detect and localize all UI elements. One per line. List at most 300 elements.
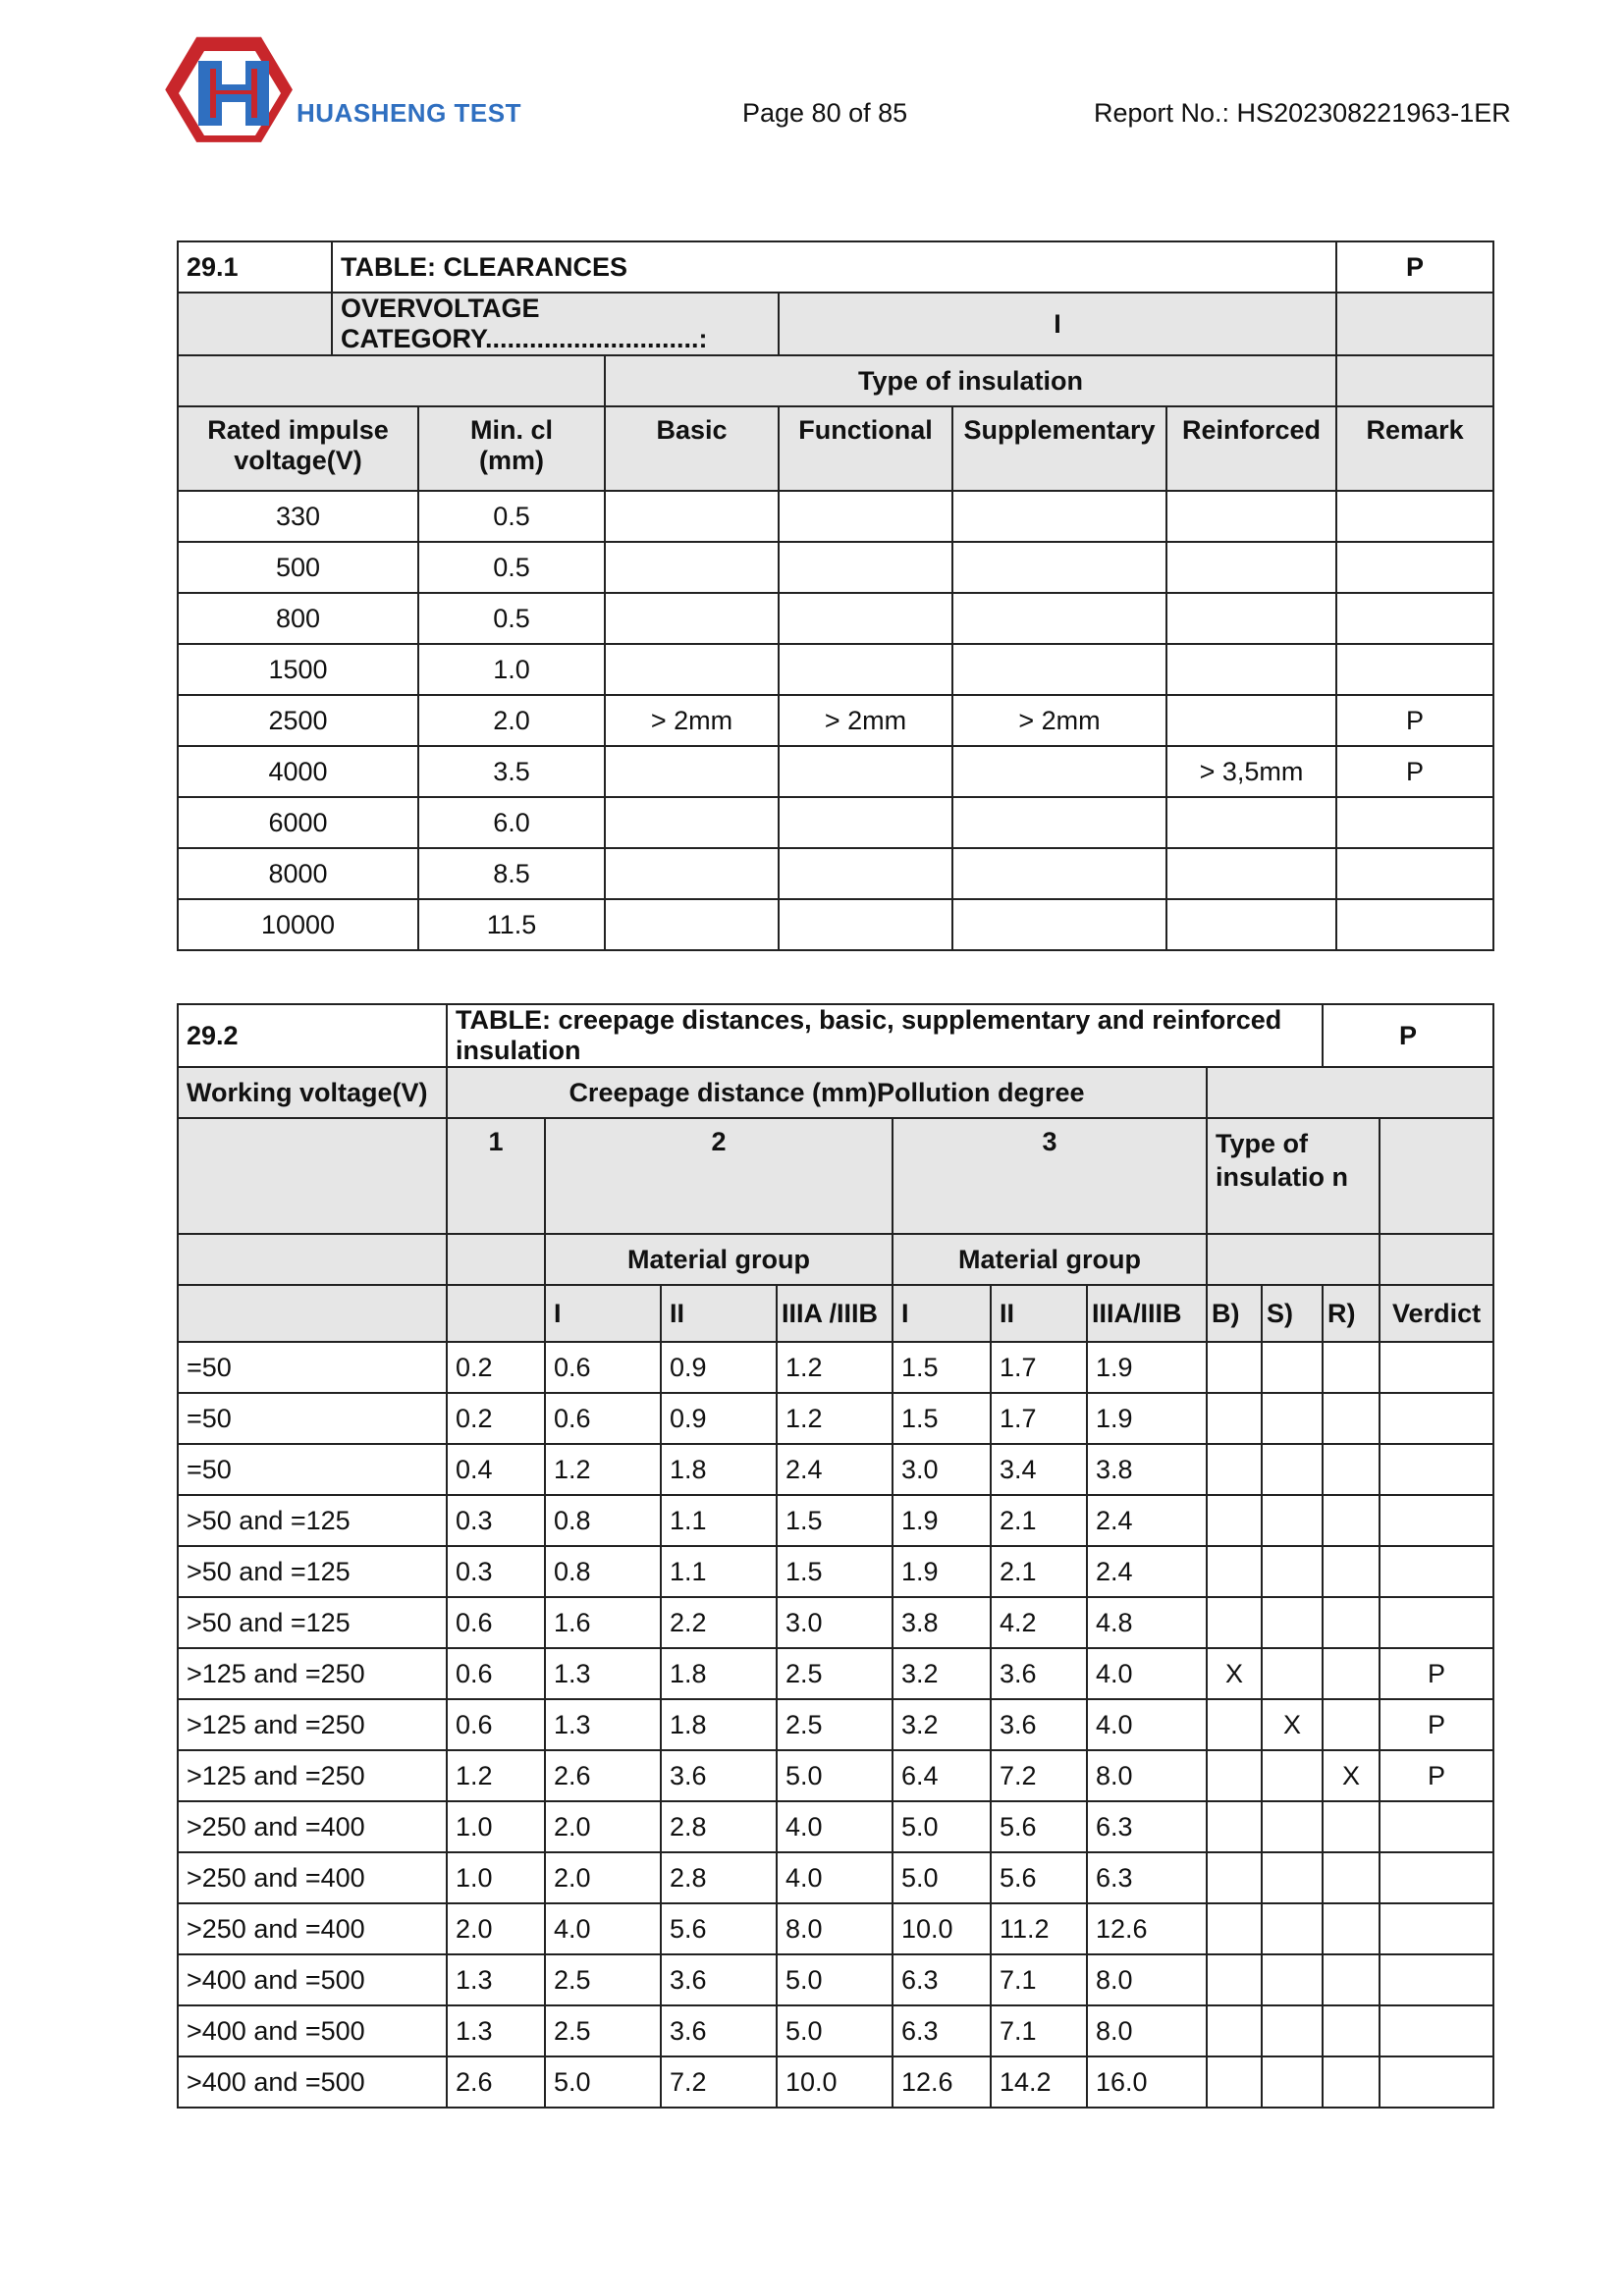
cell-remark: P	[1336, 695, 1493, 746]
table-row	[178, 695, 1493, 746]
cell-reinforced	[1323, 1699, 1380, 1750]
cell-pd3-i: 12.6	[893, 2056, 991, 2108]
cell-pd2-i: 4.0	[545, 1903, 661, 1954]
table-row	[178, 797, 1493, 848]
cell-reinforced: X	[1323, 1750, 1380, 1801]
table-row	[178, 2005, 1493, 2056]
cell-pd3-ii: 14.2	[991, 2056, 1087, 2108]
cell-reinforced	[1166, 542, 1336, 593]
cell-pd2-ii: 2.8	[661, 1801, 777, 1852]
cell-pd3-ii: 5.6	[991, 1852, 1087, 1903]
cell-functional	[779, 644, 952, 695]
creepage-table	[177, 1003, 1494, 2109]
cell-working-voltage: >400 and =500	[178, 1954, 447, 2005]
cell-pd2-i: 2.0	[545, 1852, 661, 1903]
cell-pd3-iiia: 6.3	[1087, 1852, 1207, 1903]
cell-min-clearance: 0.5	[418, 593, 605, 644]
cell-supplementary	[952, 644, 1166, 695]
cell-supplementary	[1262, 1852, 1323, 1903]
cell-reinforced	[1166, 695, 1336, 746]
sub-header-reinforced: R)	[1323, 1285, 1380, 1342]
cell-pd2-ii: 0.9	[661, 1342, 777, 1393]
empty-cell	[1336, 355, 1493, 406]
cell-pd3-iiia: 1.9	[1087, 1393, 1207, 1444]
cell-reinforced	[1166, 644, 1336, 695]
cell-working-voltage: >50 and =125	[178, 1597, 447, 1648]
cell-min-clearance: 2.0	[418, 695, 605, 746]
type-of-insulation-header: Type of insulation	[605, 355, 1336, 406]
cell-rated-voltage: 1500	[178, 644, 418, 695]
col-rated-impulse-line1: Rated impulse	[207, 415, 389, 445]
cell-pd1: 0.6	[447, 1648, 545, 1699]
cell-pd2-i: 1.3	[545, 1699, 661, 1750]
cell-pd3-i: 5.0	[893, 1852, 991, 1903]
empty-cell	[178, 355, 605, 406]
cell-pd3-ii: 4.2	[991, 1597, 1087, 1648]
cell-pd1: 0.2	[447, 1342, 545, 1393]
cell-reinforced	[1323, 1597, 1380, 1648]
cell-pd3-iiia: 1.9	[1087, 1342, 1207, 1393]
col-supplementary: Supplementary	[952, 406, 1166, 491]
empty-cell	[1207, 1234, 1380, 1285]
col-reinforced: Reinforced	[1166, 406, 1336, 491]
table-row	[178, 1444, 1493, 1495]
cell-basic	[605, 746, 779, 797]
sub-header-pd2-iiia: IIIA /IIIB	[777, 1285, 893, 1342]
cell-pd2-i: 2.5	[545, 1954, 661, 2005]
table-row	[178, 593, 1493, 644]
cell-pd2-iiia: 2.5	[777, 1648, 893, 1699]
pollution-degree-2: 2	[545, 1118, 893, 1234]
cell-basic	[605, 593, 779, 644]
company-name: HUASHENG TEST	[297, 98, 521, 128]
cell-min-clearance: 0.5	[418, 491, 605, 542]
cell-verdict	[1380, 1903, 1493, 1954]
cell-remark	[1336, 797, 1493, 848]
cell-rated-voltage: 500	[178, 542, 418, 593]
table-row	[178, 1597, 1493, 1648]
cell-reinforced	[1166, 848, 1336, 899]
cell-reinforced	[1323, 1801, 1380, 1852]
cell-working-voltage: >400 and =500	[178, 2005, 447, 2056]
cell-pd1: 2.6	[447, 2056, 545, 2108]
cell-min-clearance: 0.5	[418, 542, 605, 593]
pollution-degree-1: 1	[447, 1118, 545, 1234]
cell-pd2-i: 0.8	[545, 1495, 661, 1546]
cell-verdict: P	[1380, 1699, 1493, 1750]
cell-basic	[605, 797, 779, 848]
cell-basic	[1207, 1750, 1262, 1801]
cell-pd3-iiia: 4.0	[1087, 1648, 1207, 1699]
cell-rated-voltage: 4000	[178, 746, 418, 797]
cell-pd3-iiia: 8.0	[1087, 2005, 1207, 2056]
cell-basic	[1207, 1444, 1262, 1495]
cell-rated-voltage: 330	[178, 491, 418, 542]
cell-pd3-i: 1.9	[893, 1495, 991, 1546]
cell-supplementary	[1262, 1495, 1323, 1546]
cell-supplementary	[1262, 1444, 1323, 1495]
cell-reinforced	[1323, 1852, 1380, 1903]
cell-basic	[605, 848, 779, 899]
cell-reinforced	[1323, 2005, 1380, 2056]
cell-verdict	[1380, 1393, 1493, 1444]
sub-header-pd2-i: I	[545, 1285, 661, 1342]
overvoltage-category-label: OVERVOLTAGE CATEGORY.............................:	[332, 293, 779, 355]
cell-pd2-iiia: 8.0	[777, 1903, 893, 1954]
section-number: 29.2	[178, 1004, 447, 1067]
cell-basic	[605, 899, 779, 950]
cell-pd3-iiia: 2.4	[1087, 1546, 1207, 1597]
cell-pd1: 0.3	[447, 1546, 545, 1597]
cell-verdict	[1380, 1801, 1493, 1852]
cell-pd3-i: 3.8	[893, 1597, 991, 1648]
page-number: Page 80 of 85	[742, 98, 908, 128]
cell-rated-voltage: 8000	[178, 848, 418, 899]
cell-basic: > 2mm	[605, 695, 779, 746]
cell-pd3-i: 3.2	[893, 1699, 991, 1750]
cell-supplementary	[1262, 1954, 1323, 2005]
table-row	[178, 491, 1493, 542]
cell-pd2-iiia: 3.0	[777, 1597, 893, 1648]
creepage-header: Creepage distance (mm)Pollution degree	[447, 1067, 1207, 1118]
cell-functional: > 2mm	[779, 695, 952, 746]
cell-basic	[1207, 1342, 1262, 1393]
cell-pd2-iiia: 5.0	[777, 1954, 893, 2005]
col-rated-impulse	[178, 406, 418, 491]
cell-pd2-i: 0.6	[545, 1342, 661, 1393]
cell-pd3-iiia: 3.8	[1087, 1444, 1207, 1495]
cell-remark: P	[1336, 746, 1493, 797]
cell-supplementary	[952, 899, 1166, 950]
cell-pd2-i: 2.6	[545, 1750, 661, 1801]
table-row	[178, 2056, 1493, 2108]
table-row	[178, 1954, 1493, 2005]
empty-cell	[178, 293, 332, 355]
cell-verdict	[1380, 1852, 1493, 1903]
cell-pd2-ii: 5.6	[661, 1903, 777, 1954]
cell-pd2-i: 1.6	[545, 1597, 661, 1648]
cell-supplementary	[1262, 1801, 1323, 1852]
cell-reinforced	[1323, 1546, 1380, 1597]
cell-pd2-i: 0.6	[545, 1393, 661, 1444]
cell-working-voltage: >400 and =500	[178, 2056, 447, 2108]
col-working-voltage: Working voltage(V)	[178, 1067, 447, 1118]
cell-verdict	[1380, 1495, 1493, 1546]
cell-functional	[779, 797, 952, 848]
cell-basic	[605, 542, 779, 593]
cell-reinforced: > 3,5mm	[1166, 746, 1336, 797]
cell-pd3-i: 5.0	[893, 1801, 991, 1852]
cell-pd2-iiia: 4.0	[777, 1801, 893, 1852]
cell-reinforced	[1323, 1954, 1380, 2005]
cell-pd2-ii: 2.2	[661, 1597, 777, 1648]
cell-remark	[1336, 644, 1493, 695]
cell-pd3-ii: 7.1	[991, 1954, 1087, 2005]
cell-reinforced	[1323, 2056, 1380, 2108]
cell-basic	[1207, 1393, 1262, 1444]
cell-reinforced	[1166, 491, 1336, 542]
cell-basic	[1207, 1495, 1262, 1546]
col-functional: Functional	[779, 406, 952, 491]
cell-pd1: 0.6	[447, 1699, 545, 1750]
cell-remark	[1336, 593, 1493, 644]
col-min-clearance-line2: (mm)	[479, 446, 544, 475]
cell-pd3-i: 3.0	[893, 1444, 991, 1495]
table-row	[178, 1699, 1493, 1750]
cell-pd2-ii: 3.6	[661, 2005, 777, 2056]
cell-pd2-iiia: 10.0	[777, 2056, 893, 2108]
cell-pd3-i: 10.0	[893, 1903, 991, 1954]
sub-header-basic: B)	[1207, 1285, 1262, 1342]
cell-pd3-i: 6.4	[893, 1750, 991, 1801]
cell-pd3-i: 3.2	[893, 1648, 991, 1699]
table-row	[178, 746, 1493, 797]
cell-functional	[779, 593, 952, 644]
table-row	[178, 1852, 1493, 1903]
table-row	[178, 899, 1493, 950]
cell-supplementary: > 2mm	[952, 695, 1166, 746]
pollution-degree-3: 3	[893, 1118, 1207, 1234]
cell-pd2-i: 2.0	[545, 1801, 661, 1852]
cell-pd2-i: 1.3	[545, 1648, 661, 1699]
cell-pd2-ii: 3.6	[661, 1954, 777, 2005]
sub-header-pd3-i: I	[893, 1285, 991, 1342]
cell-min-clearance: 1.0	[418, 644, 605, 695]
cell-verdict	[1380, 1342, 1493, 1393]
table-row	[178, 848, 1493, 899]
cell-pd1: 1.3	[447, 2005, 545, 2056]
sub-header-supplementary: S)	[1262, 1285, 1323, 1342]
cell-pd2-i: 0.8	[545, 1546, 661, 1597]
cell-supplementary	[952, 542, 1166, 593]
cell-supplementary	[952, 848, 1166, 899]
cell-pd3-ii: 3.6	[991, 1699, 1087, 1750]
cell-pd3-ii: 7.2	[991, 1750, 1087, 1801]
col-basic: Basic	[605, 406, 779, 491]
cell-working-voltage: >125 and =250	[178, 1750, 447, 1801]
table-row	[178, 542, 1493, 593]
cell-pd1: 1.0	[447, 1801, 545, 1852]
table-verdict: P	[1336, 241, 1493, 293]
cell-supplementary: X	[1262, 1699, 1323, 1750]
cell-working-voltage: =50	[178, 1342, 447, 1393]
cell-pd3-i: 6.3	[893, 2005, 991, 2056]
cell-pd3-ii: 11.2	[991, 1903, 1087, 1954]
cell-reinforced	[1166, 797, 1336, 848]
cell-supplementary	[1262, 1597, 1323, 1648]
cell-reinforced	[1166, 593, 1336, 644]
cell-verdict	[1380, 2056, 1493, 2108]
cell-working-voltage: >125 and =250	[178, 1699, 447, 1750]
cell-working-voltage: >250 and =400	[178, 1801, 447, 1852]
cell-remark	[1336, 899, 1493, 950]
cell-pd3-iiia: 8.0	[1087, 1954, 1207, 2005]
cell-pd1: 0.6	[447, 1597, 545, 1648]
cell-reinforced	[1323, 1342, 1380, 1393]
cell-pd2-ii: 0.9	[661, 1393, 777, 1444]
cell-remark	[1336, 848, 1493, 899]
cell-min-clearance: 3.5	[418, 746, 605, 797]
cell-min-clearance: 8.5	[418, 848, 605, 899]
cell-supplementary	[1262, 1393, 1323, 1444]
empty-cell	[1336, 293, 1493, 355]
cell-pd1: 0.4	[447, 1444, 545, 1495]
table-row	[178, 1801, 1493, 1852]
cell-pd1: 0.3	[447, 1495, 545, 1546]
cell-min-clearance: 6.0	[418, 797, 605, 848]
table-title: TABLE: CLEARANCES	[332, 241, 1336, 293]
cell-pd3-i: 1.5	[893, 1393, 991, 1444]
table-title: TABLE: creepage distances, basic, supplementary and reinforced insulation	[447, 1004, 1323, 1067]
cell-pd2-iiia: 5.0	[777, 1750, 893, 1801]
cell-pd2-ii: 1.8	[661, 1648, 777, 1699]
cell-verdict	[1380, 1954, 1493, 2005]
cell-pd1: 1.0	[447, 1852, 545, 1903]
cell-basic	[605, 644, 779, 695]
table-row	[178, 1750, 1493, 1801]
huasheng-logo-icon	[165, 33, 302, 153]
cell-basic	[1207, 1903, 1262, 1954]
table-row	[178, 644, 1493, 695]
col-min-clearance-line1: Min. cl	[469, 415, 553, 445]
cell-pd3-iiia: 4.8	[1087, 1597, 1207, 1648]
cell-working-voltage: >250 and =400	[178, 1903, 447, 1954]
cell-pd2-ii: 2.8	[661, 1852, 777, 1903]
cell-pd2-iiia: 2.5	[777, 1699, 893, 1750]
table-row	[178, 1342, 1493, 1393]
cell-supplementary	[952, 593, 1166, 644]
cell-pd3-iiia: 6.3	[1087, 1801, 1207, 1852]
cell-pd3-iiia: 2.4	[1087, 1495, 1207, 1546]
cell-pd3-iiia: 12.6	[1087, 1903, 1207, 1954]
cell-functional	[779, 848, 952, 899]
cell-reinforced	[1323, 1444, 1380, 1495]
cell-remark	[1336, 491, 1493, 542]
cell-pd2-iiia: 1.2	[777, 1342, 893, 1393]
cell-pd3-i: 1.5	[893, 1342, 991, 1393]
cell-working-voltage: >50 and =125	[178, 1546, 447, 1597]
cell-pd2-iiia: 2.4	[777, 1444, 893, 1495]
cell-working-voltage: =50	[178, 1444, 447, 1495]
cell-pd2-ii: 7.2	[661, 2056, 777, 2108]
table-verdict: P	[1323, 1004, 1493, 1067]
cell-supplementary	[1262, 1903, 1323, 1954]
cell-pd2-i: 5.0	[545, 2056, 661, 2108]
cell-pd1: 1.2	[447, 1750, 545, 1801]
col-remark: Remark	[1336, 406, 1493, 491]
cell-basic	[605, 491, 779, 542]
cell-basic	[1207, 2056, 1262, 2108]
cell-pd2-ii: 3.6	[661, 1750, 777, 1801]
cell-supplementary	[1262, 1546, 1323, 1597]
cell-pd2-ii: 1.8	[661, 1699, 777, 1750]
cell-pd3-ii: 3.6	[991, 1648, 1087, 1699]
cell-pd3-ii: 2.1	[991, 1546, 1087, 1597]
sub-header-pd3-iiia: IIIA/IIIB	[1087, 1285, 1207, 1342]
cell-working-voltage: >125 and =250	[178, 1648, 447, 1699]
empty-cell	[447, 1234, 545, 1285]
cell-working-voltage: >250 and =400	[178, 1852, 447, 1903]
cell-reinforced	[1323, 1495, 1380, 1546]
cell-functional	[779, 899, 952, 950]
cell-pd3-ii: 5.6	[991, 1801, 1087, 1852]
cell-basic	[1207, 2005, 1262, 2056]
overvoltage-category-value: I	[779, 293, 1336, 355]
cell-rated-voltage: 10000	[178, 899, 418, 950]
cell-basic	[1207, 1801, 1262, 1852]
col-rated-impulse-line2: voltage(V)	[234, 446, 362, 475]
cell-pd3-ii: 7.1	[991, 2005, 1087, 2056]
clearances-table	[177, 240, 1494, 951]
section-number: 29.1	[178, 241, 332, 293]
cell-pd3-ii: 1.7	[991, 1342, 1087, 1393]
cell-pd2-iiia: 4.0	[777, 1852, 893, 1903]
cell-pd3-iiia: 8.0	[1087, 1750, 1207, 1801]
empty-cell	[178, 1285, 447, 1342]
material-group-pd2: Material group	[545, 1234, 893, 1285]
cell-basic	[1207, 1699, 1262, 1750]
page-header	[0, 0, 1624, 167]
cell-reinforced	[1323, 1393, 1380, 1444]
cell-pd1: 1.3	[447, 1954, 545, 2005]
cell-basic	[1207, 1597, 1262, 1648]
cell-verdict: P	[1380, 1750, 1493, 1801]
cell-pd2-ii: 1.1	[661, 1495, 777, 1546]
cell-basic	[1207, 1954, 1262, 2005]
table-row	[178, 1546, 1493, 1597]
report-number: Report No.: HS202308221963-1ER	[1094, 98, 1511, 128]
table-row	[178, 1495, 1493, 1546]
cell-pd2-i: 2.5	[545, 2005, 661, 2056]
empty-cell	[447, 1285, 545, 1342]
type-of-insulation-header: Type of insulatio n	[1207, 1118, 1380, 1234]
cell-pd3-ii: 1.7	[991, 1393, 1087, 1444]
cell-rated-voltage: 2500	[178, 695, 418, 746]
cell-remark	[1336, 542, 1493, 593]
table-row	[178, 1393, 1493, 1444]
empty-cell	[178, 1234, 447, 1285]
cell-pd2-iiia: 5.0	[777, 2005, 893, 2056]
empty-cell	[1380, 1118, 1493, 1234]
cell-supplementary	[1262, 1648, 1323, 1699]
cell-pd3-ii: 3.4	[991, 1444, 1087, 1495]
cell-pd2-ii: 1.8	[661, 1444, 777, 1495]
empty-cell	[178, 1118, 447, 1234]
cell-min-clearance: 11.5	[418, 899, 605, 950]
cell-rated-voltage: 6000	[178, 797, 418, 848]
cell-pd3-i: 6.3	[893, 1954, 991, 2005]
table-row	[178, 1648, 1493, 1699]
cell-reinforced	[1323, 1903, 1380, 1954]
cell-pd2-iiia: 1.5	[777, 1546, 893, 1597]
material-group-pd3: Material group	[893, 1234, 1207, 1285]
cell-pd2-ii: 1.1	[661, 1546, 777, 1597]
empty-cell	[1207, 1067, 1493, 1118]
cell-supplementary	[952, 491, 1166, 542]
cell-pd3-ii: 2.1	[991, 1495, 1087, 1546]
empty-cell	[1380, 1234, 1493, 1285]
cell-basic	[1207, 1852, 1262, 1903]
cell-supplementary	[1262, 2005, 1323, 2056]
cell-basic	[1207, 1546, 1262, 1597]
cell-supplementary	[952, 746, 1166, 797]
cell-rated-voltage: 800	[178, 593, 418, 644]
cell-pd2-i: 1.2	[545, 1444, 661, 1495]
cell-pd3-iiia: 16.0	[1087, 2056, 1207, 2108]
cell-pd3-i: 1.9	[893, 1546, 991, 1597]
col-min-clearance	[418, 406, 605, 491]
cell-pd1: 2.0	[447, 1903, 545, 1954]
